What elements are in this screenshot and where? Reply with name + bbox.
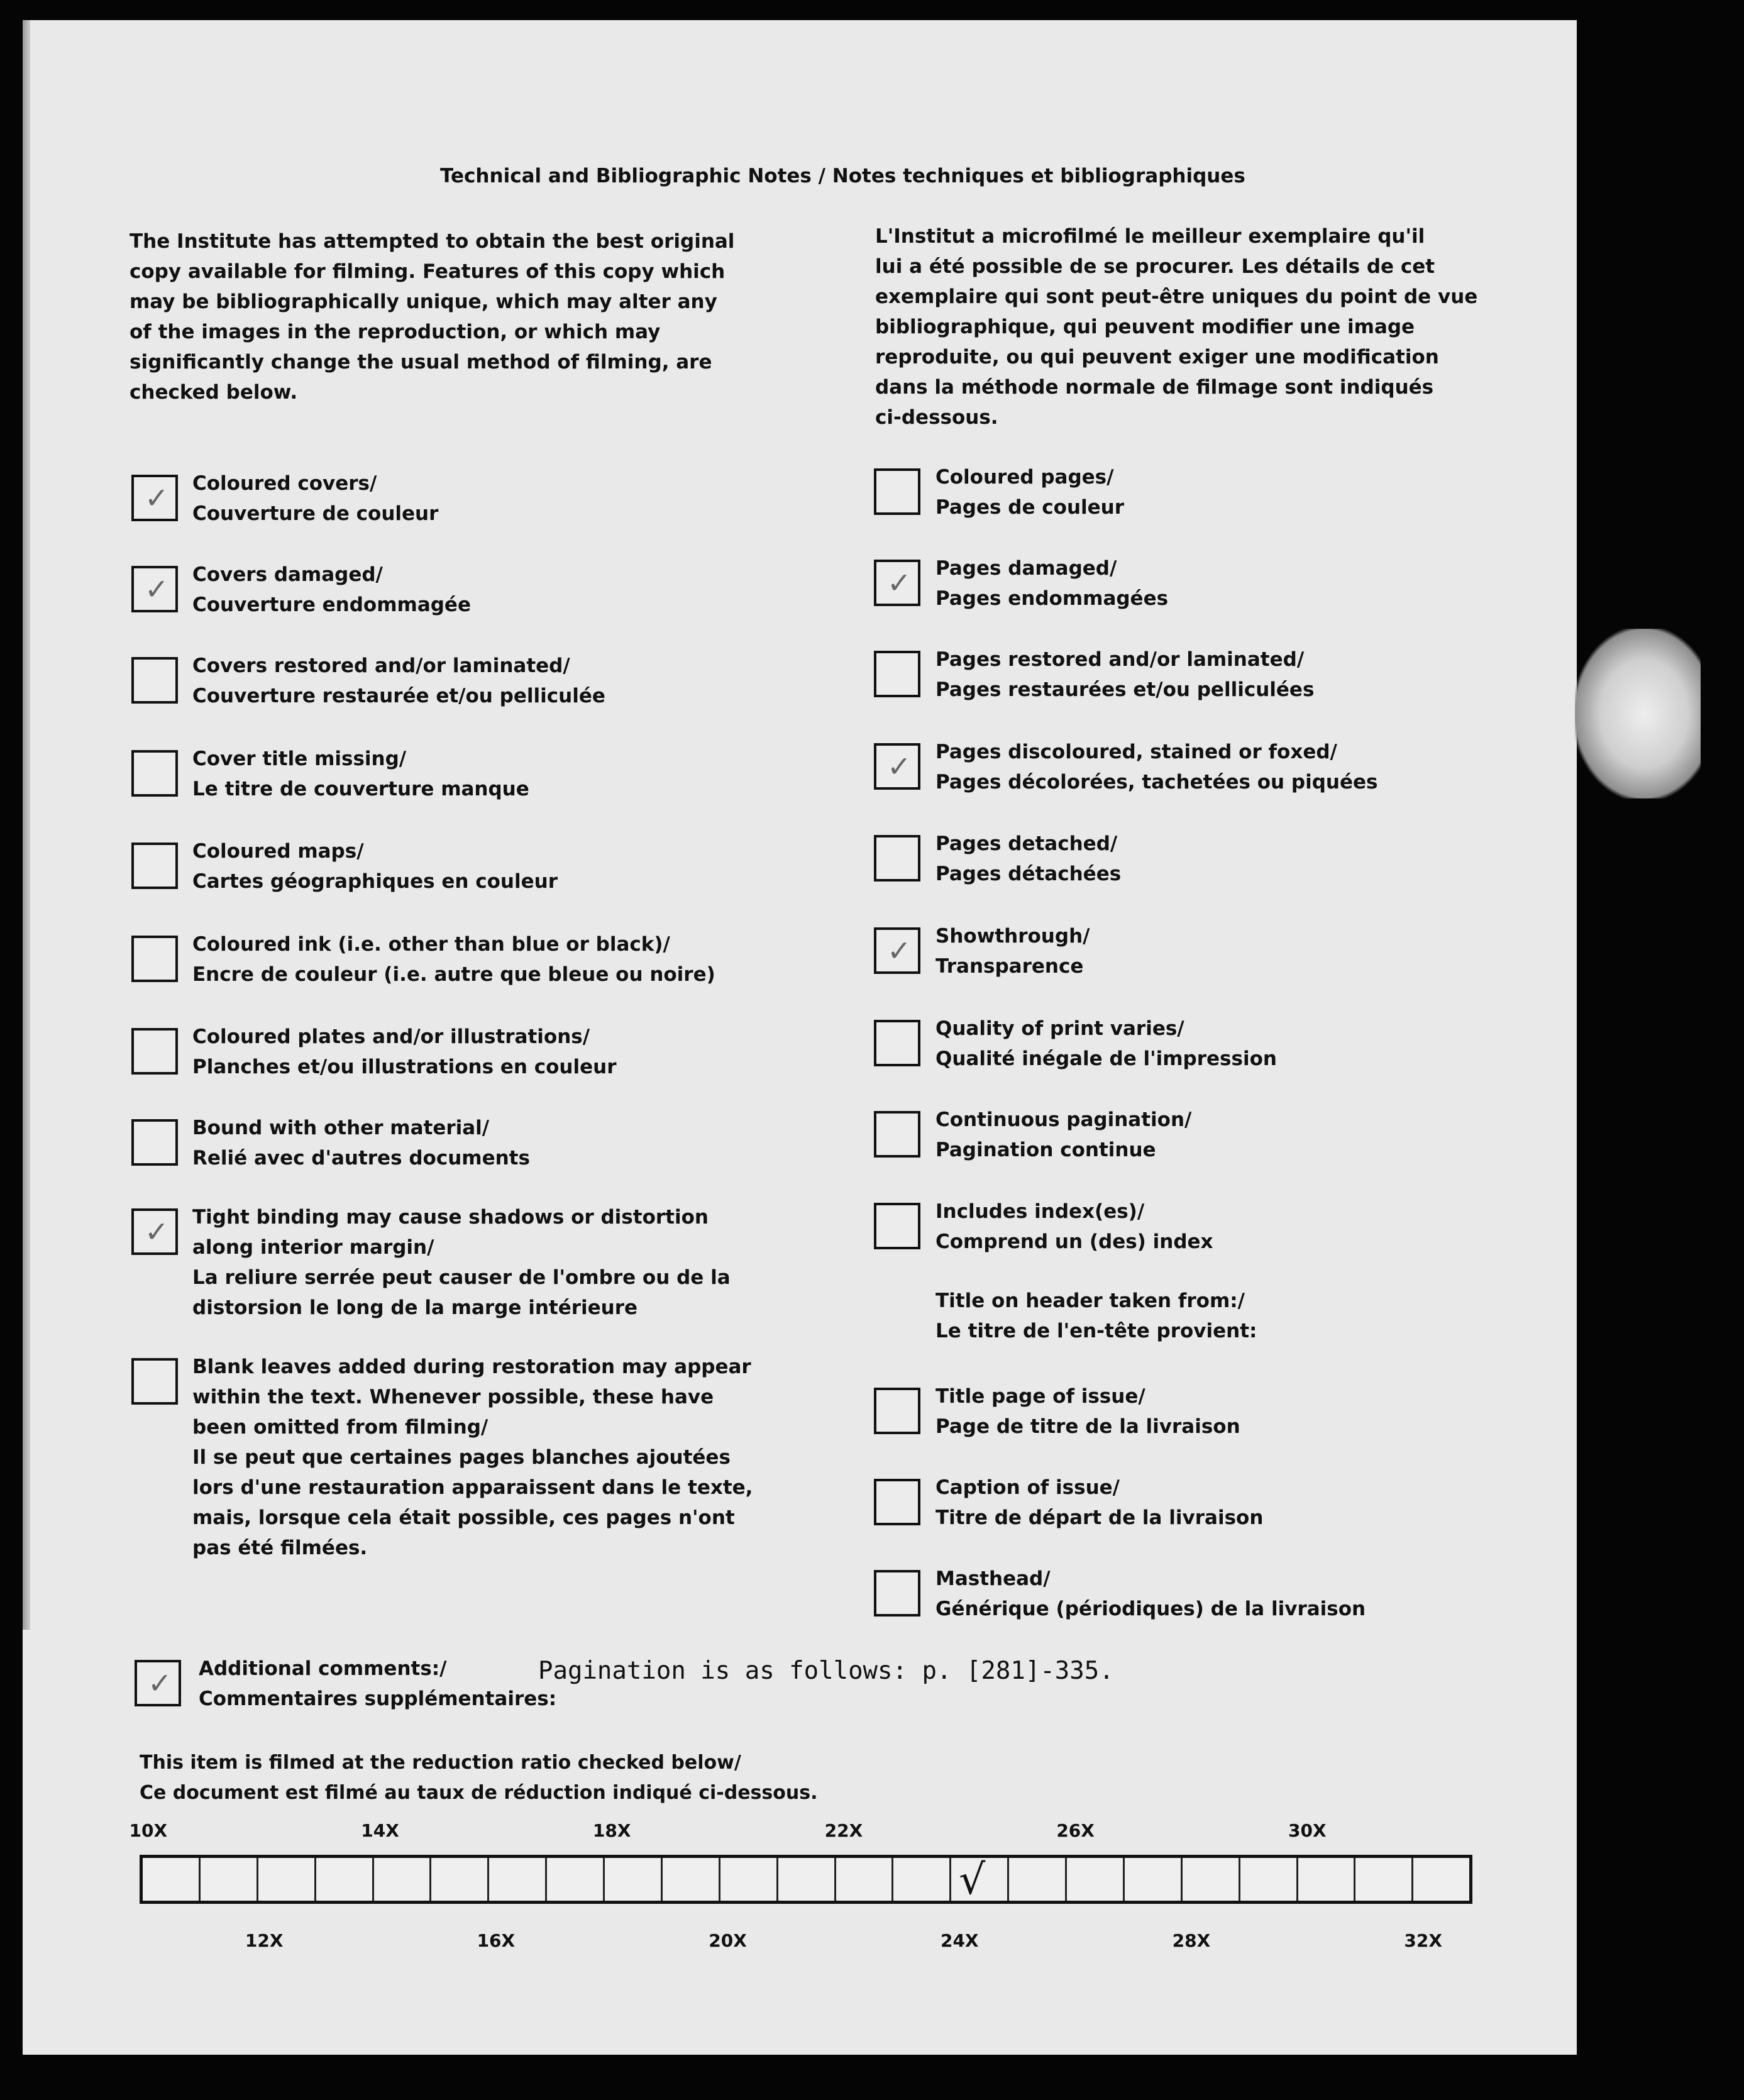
left-item-line: Couverture endommagée <box>192 594 471 616</box>
ratio-tick-label: 12X <box>245 1930 284 1951</box>
right-item-line: Titre de départ de la livraison <box>935 1506 1264 1529</box>
right-item-line: Pages detached/ <box>935 832 1118 855</box>
right-item-checkbox-12[interactable] <box>874 1570 920 1616</box>
left-item-line: mais, lorsque cela était possible, ces pages n'ont <box>192 1506 735 1529</box>
ratio-cell[interactable] <box>663 1858 720 1901</box>
right-item-checkbox-3[interactable] <box>874 743 920 790</box>
right-item-line: Pages discoloured, stained or foxed/ <box>935 741 1337 763</box>
right-item-label-4 <box>935 829 1121 889</box>
left-item-line: within the text. Whenever possible, these have <box>192 1386 714 1408</box>
ratio-cell[interactable] <box>1240 1858 1298 1901</box>
right-item-line: Pages restaurées et/ou pelliculées <box>935 678 1315 701</box>
left-item-line: lors d'une restauration apparaissent dans le texte, <box>192 1476 753 1499</box>
ratio-cell[interactable] <box>836 1858 894 1901</box>
right-item-line: Page de titre de la livraison <box>935 1415 1240 1438</box>
right-item-checkbox-6[interactable] <box>874 1020 920 1066</box>
left-item-label-3 <box>192 744 529 804</box>
right-item-checkbox-11[interactable] <box>874 1479 920 1525</box>
ratio-cell[interactable] <box>1298 1858 1356 1901</box>
left-item-checkbox-5[interactable] <box>131 936 178 982</box>
ratio-cell[interactable] <box>893 1858 951 1901</box>
ratio-cell[interactable] <box>201 1858 258 1901</box>
right-item-label-8 <box>935 1196 1213 1257</box>
right-item-label-9 <box>935 1286 1257 1346</box>
page-title: Technical and Bibliographic Notes / Notes techniques et bibliographiques <box>440 165 1245 187</box>
ratio-cell[interactable] <box>489 1858 547 1901</box>
ratio-cell[interactable] <box>1009 1858 1067 1901</box>
right-item-label-0 <box>935 462 1124 522</box>
right-item-line: Comprend un (des) index <box>935 1230 1213 1253</box>
right-item-line: Masthead/ <box>935 1567 1051 1590</box>
ratio-tick-label: 20X <box>709 1930 747 1951</box>
ratio-cell[interactable] <box>431 1858 489 1901</box>
right-item-line: Caption of issue/ <box>935 1476 1120 1499</box>
ratio-cell[interactable] <box>258 1858 316 1901</box>
ratio-cell[interactable] <box>1183 1858 1240 1901</box>
left-item-checkbox-4[interactable] <box>131 843 178 889</box>
right-item-line: Pagination continue <box>935 1139 1156 1161</box>
intro-french: L'Institut a microfilmé le meilleur exemplaire qu'il lui a été possible de se procurer. Les détails de cet exemplaire qui sont peut-être uniques du point de vue bibliographique, qui peuvent modifier une image reproduite, ou qui peuvent exiger une modification dans la méthode normale de filmage sont indiqués ci-dessous. <box>875 225 1478 429</box>
right-item-label-3 <box>935 737 1378 797</box>
left-item-line: Coloured plates and/or illustrations/ <box>192 1025 590 1048</box>
right-item-label-12 <box>935 1564 1366 1624</box>
left-item-line: Coloured covers/ <box>192 472 377 495</box>
left-item-line: Il se peut que certaines pages blanches ajoutées <box>192 1446 731 1469</box>
left-item-label-6 <box>192 1022 617 1082</box>
ratio-tick-label: 14X <box>361 1820 399 1841</box>
additional-comments-label-en: Additional comments:/ <box>199 1657 447 1680</box>
left-item-label-9 <box>192 1352 753 1563</box>
right-item-line: Title page of issue/ <box>935 1385 1145 1408</box>
left-item-line: Relié avec d'autres documents <box>192 1147 530 1169</box>
ratio-cell[interactable] <box>316 1858 374 1901</box>
reduction-ratio-table <box>140 1855 1472 1904</box>
right-item-line: Title on header taken from:/ <box>935 1290 1245 1312</box>
ratio-tick-label: 26X <box>1056 1820 1095 1841</box>
left-item-checkbox-2[interactable] <box>131 657 178 704</box>
left-item-checkbox-1[interactable] <box>131 566 178 612</box>
left-item-checkbox-6[interactable] <box>131 1028 178 1075</box>
right-item-checkbox-2[interactable] <box>874 651 920 697</box>
left-item-checkbox-0[interactable] <box>131 475 178 521</box>
right-item-checkbox-0[interactable] <box>874 468 920 515</box>
left-item-line: been omitted from filming/ <box>192 1416 488 1439</box>
left-item-label-2 <box>192 651 605 711</box>
right-item-line: Générique (périodiques) de la livraison <box>935 1598 1366 1620</box>
right-item-line: Quality of print varies/ <box>935 1017 1184 1040</box>
left-item-line: Covers restored and/or laminated/ <box>192 655 570 677</box>
ratio-cell[interactable] <box>1067 1858 1125 1901</box>
ratio-tick-label: 30X <box>1288 1820 1327 1841</box>
left-item-line: Tight binding may cause shadows or distortion <box>192 1206 709 1229</box>
additional-comments-label <box>199 1654 556 1714</box>
ratio-cell[interactable] <box>1413 1858 1469 1901</box>
ratio-tick-label: 16X <box>477 1930 516 1951</box>
right-item-checkbox-4[interactable] <box>874 835 920 881</box>
right-item-line: Pages détachées <box>935 863 1122 885</box>
reduction-caption-en: This item is filmed at the reduction ratio checked below/ <box>140 1752 741 1774</box>
left-item-label-0 <box>192 468 438 529</box>
left-item-label-7 <box>192 1113 530 1173</box>
left-item-line: Bound with other material/ <box>192 1117 490 1139</box>
left-item-label-8 <box>192 1202 731 1323</box>
right-item-line: Includes index(es)/ <box>935 1200 1145 1223</box>
ratio-cell[interactable] <box>1125 1858 1183 1901</box>
right-item-line: Pages endommagées <box>935 587 1169 610</box>
ratio-cell[interactable] <box>547 1858 605 1901</box>
right-item-label-7 <box>935 1105 1191 1165</box>
additional-comments-label-fr: Commentaires supplémentaires: <box>199 1688 557 1710</box>
left-item-line: distorsion le long de la marge intérieure <box>192 1296 638 1319</box>
ratio-tick-label: 10X <box>129 1820 168 1841</box>
right-item-line: Le titre de l'en-tête provient: <box>935 1320 1257 1342</box>
left-item-line: Planches et/ou illustrations en couleur <box>192 1056 617 1078</box>
right-item-line: Showthrough/ <box>935 925 1090 948</box>
right-item-line: Pages damaged/ <box>935 557 1117 580</box>
ratio-tick-label: 24X <box>940 1930 979 1951</box>
left-item-line: La reliure serrée peut causer de l'ombre ou de la <box>192 1266 731 1289</box>
left-item-line: Cartes géographiques en couleur <box>192 870 558 893</box>
left-item-label-5 <box>192 929 715 990</box>
intro-english: The Institute has attempted to obtain the best original copy available for filming. Features of this copy which may be bibliographically unique, which may alter any of the images in the reproduction, or which may significantly change the usual method of filming, are checked below. <box>130 230 735 404</box>
right-item-checkbox-5[interactable] <box>874 927 920 974</box>
additional-comments-text: Pagination is as follows: p. [281]-335. <box>538 1657 1114 1685</box>
right-item-line: Continuous pagination/ <box>935 1108 1192 1131</box>
right-item-checkbox-8[interactable] <box>874 1203 920 1249</box>
right-item-label-11 <box>935 1473 1263 1533</box>
ratio-tick-label: 22X <box>824 1820 863 1841</box>
right-item-checkbox-7[interactable] <box>874 1111 920 1158</box>
left-item-label-1 <box>192 560 471 620</box>
left-item-checkbox-7[interactable] <box>131 1119 178 1166</box>
right-item-checkbox-10[interactable] <box>874 1388 920 1434</box>
right-item-label-10 <box>935 1381 1240 1442</box>
left-item-label-4 <box>192 836 558 897</box>
ratio-cell[interactable] <box>374 1858 432 1901</box>
reduction-caption-fr: Ce document est filmé au taux de réduction indiqué ci-dessous. <box>140 1782 818 1804</box>
left-item-line: Covers damaged/ <box>192 563 383 586</box>
right-item-line: Transparence <box>935 955 1084 978</box>
film-edge-strip <box>23 20 30 1630</box>
left-item-checkbox-3[interactable] <box>131 750 178 797</box>
right-item-label-6 <box>935 1014 1277 1074</box>
right-item-line: Pages décolorées, tachetées ou piquées <box>935 771 1378 793</box>
ratio-cell[interactable] <box>143 1858 201 1901</box>
ratio-tick-label: 28X <box>1172 1930 1211 1951</box>
left-item-line: Coloured ink (i.e. other than blue or black)/ <box>192 933 670 956</box>
right-item-line: Qualité inégale de l'impression <box>935 1047 1277 1070</box>
ratio-tick-label: 32X <box>1404 1930 1442 1951</box>
ratio-cell[interactable] <box>720 1858 778 1901</box>
left-item-line: Encre de couleur (i.e. autre que bleue ou noire) <box>192 963 715 986</box>
ratio-cell[interactable] <box>778 1858 836 1901</box>
left-item-line: Blank leaves added during restoration may appear <box>192 1356 751 1378</box>
right-item-line: Pages restored and/or laminated/ <box>935 648 1305 671</box>
ratio-tick-label: 18X <box>592 1820 631 1841</box>
right-item-line: Pages de couleur <box>935 496 1125 519</box>
left-item-line: pas été filmées. <box>192 1537 368 1559</box>
left-item-line: Couverture de couleur <box>192 502 439 525</box>
left-item-line: Couverture restaurée et/ou pelliculée <box>192 685 605 707</box>
ratio-cell[interactable] <box>605 1858 663 1901</box>
right-item-label-2 <box>935 644 1314 705</box>
right-item-checkbox-1[interactable] <box>874 560 920 606</box>
additional-comments-checkbox[interactable] <box>135 1660 181 1706</box>
left-item-checkbox-9[interactable] <box>131 1358 178 1405</box>
right-item-line: Coloured pages/ <box>935 466 1114 489</box>
reduction-ratio-caption <box>140 1748 817 1808</box>
right-item-label-5 <box>935 921 1090 981</box>
ratio-cell[interactable] <box>951 1858 1009 1901</box>
right-item-label-1 <box>935 553 1168 614</box>
left-item-line: along interior margin/ <box>192 1236 434 1259</box>
left-item-line: Le titre de couverture manque <box>192 778 529 800</box>
ratio-cell[interactable] <box>1355 1858 1413 1901</box>
film-stain <box>1575 629 1701 799</box>
left-item-line: Cover title missing/ <box>192 748 407 770</box>
left-item-checkbox-8[interactable] <box>131 1208 178 1255</box>
left-item-line: Coloured maps/ <box>192 840 364 863</box>
